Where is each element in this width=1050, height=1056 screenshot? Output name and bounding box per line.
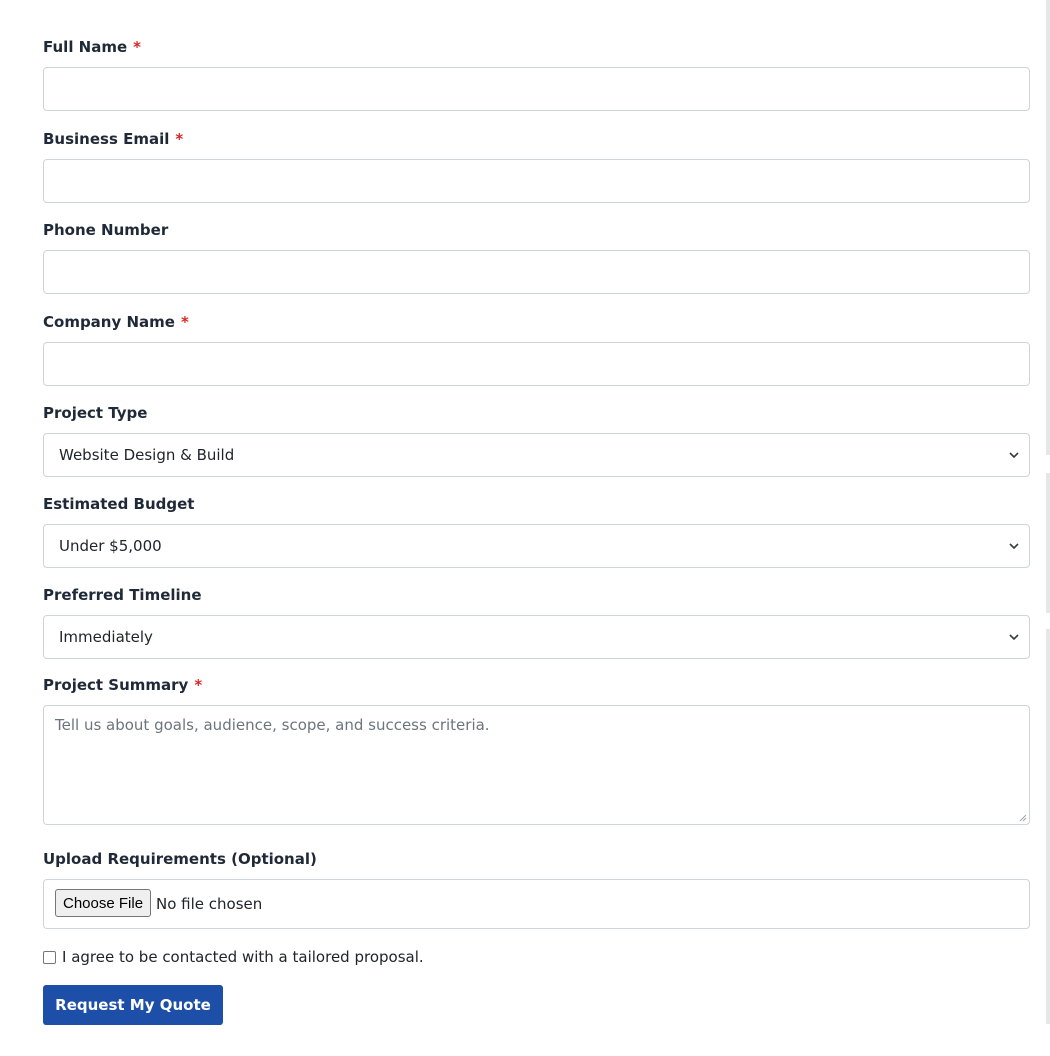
upload-label-text: Upload Requirements (Optional) (43, 850, 317, 868)
timeline-selected: Immediately (59, 628, 153, 646)
phone-number-label-text: Phone Number (43, 221, 169, 239)
budget-label (43, 493, 1030, 515)
required-marker: * (133, 38, 142, 56)
business-email-label (43, 128, 1030, 150)
business-email-label-text: Business Email (43, 130, 170, 148)
timeline-select[interactable] (43, 615, 1030, 659)
phone-number-label (43, 219, 1030, 241)
required-marker: * (175, 130, 184, 148)
choose-file-button[interactable]: Choose File (55, 889, 151, 917)
side-panel-edge (1046, 473, 1050, 613)
company-name-group (43, 311, 1030, 333)
project-type-selected: Website Design & Build (59, 446, 235, 464)
full-name-label-text: Full Name (43, 38, 128, 56)
full-name-group (43, 36, 1030, 58)
upload-label (43, 848, 1030, 870)
resize-handle-icon[interactable] (1019, 814, 1027, 822)
side-panel-edge (1046, 629, 1050, 1024)
company-name-input[interactable] (43, 342, 1030, 386)
project-type-select[interactable] (43, 433, 1030, 477)
consent-row (43, 946, 424, 968)
chevron-down-icon (1009, 541, 1019, 551)
project-type-group (43, 402, 1030, 464)
business-email-input[interactable] (43, 159, 1030, 203)
consent-checkbox[interactable] (43, 951, 56, 964)
budget-select[interactable] (43, 524, 1030, 568)
upload-group (43, 848, 1030, 913)
timeline-label-text: Preferred Timeline (43, 586, 202, 604)
chevron-down-icon (1009, 450, 1019, 460)
side-panel-edge (1046, 0, 1050, 455)
required-marker: * (180, 313, 189, 331)
budget-selected: Under $5,000 (59, 537, 162, 555)
timeline-label (43, 584, 1030, 606)
budget-label-text: Estimated Budget (43, 495, 195, 513)
file-status-text: No file chosen (156, 895, 263, 913)
full-name-input[interactable] (43, 67, 1030, 111)
company-name-label (43, 311, 1030, 333)
timeline-group (43, 584, 1030, 646)
file-upload-input[interactable] (43, 879, 1030, 929)
project-summary-placeholder: Tell us about goals, audience, scope, and success criteria. (55, 716, 490, 734)
chevron-down-icon (1009, 632, 1019, 642)
request-quote-button[interactable]: Request My Quote (43, 985, 223, 1025)
consent-label[interactable]: I agree to be contacted with a tailored proposal. (62, 948, 424, 966)
company-name-label-text: Company Name (43, 313, 175, 331)
project-summary-textarea[interactable] (43, 705, 1030, 825)
project-summary-label-text: Project Summary (43, 676, 189, 694)
full-name-label (43, 36, 1030, 58)
project-summary-label (43, 674, 1030, 696)
project-summary-group (43, 674, 1030, 734)
required-marker: * (194, 676, 203, 694)
business-email-group (43, 128, 1030, 150)
phone-number-input[interactable] (43, 250, 1030, 294)
phone-number-group (43, 219, 1030, 241)
project-type-label (43, 402, 1030, 424)
project-type-label-text: Project Type (43, 404, 148, 422)
budget-group (43, 493, 1030, 555)
